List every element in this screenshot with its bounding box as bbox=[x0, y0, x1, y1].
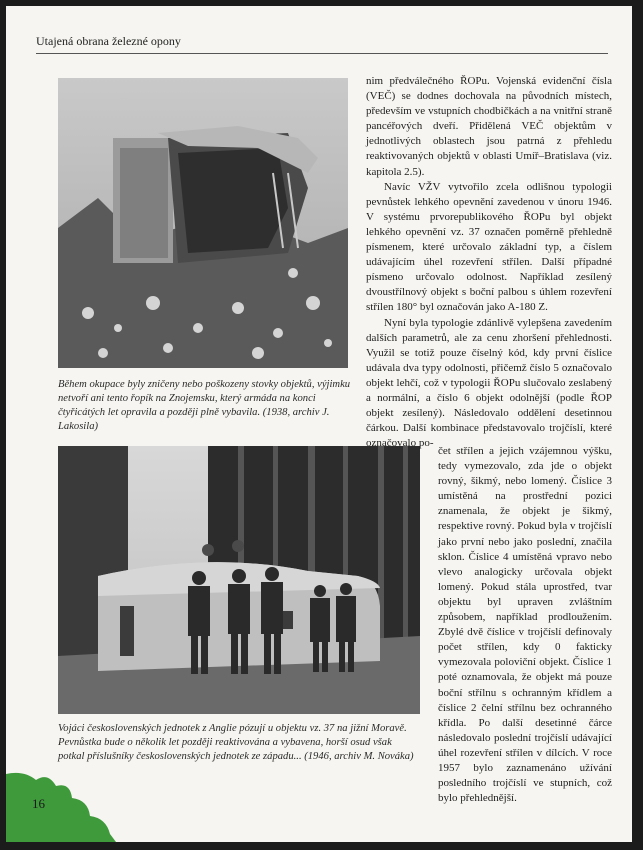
photo-soldiers-bunker bbox=[58, 446, 420, 714]
soldiers-bunker-image bbox=[58, 446, 420, 714]
running-header: Utajená obrana železné opony bbox=[36, 34, 181, 48]
bunker-ruins-image bbox=[58, 78, 348, 368]
page-number: 16 bbox=[32, 796, 45, 811]
green-corner-decoration bbox=[6, 770, 116, 842]
header-rule bbox=[36, 53, 608, 54]
figure-caption-2: Vojáci československých jednotek z Anglie pózují u objektu vz. 37 na jižní Moravě. Pevnůstka bude o několik let později reaktivována a vybavena, horší osud však potkal příslušníky československých jednotek ze západu... (1946, archiv M. Nováka) bbox=[58, 723, 414, 762]
text-column-a bbox=[366, 74, 612, 451]
photo-damaged-bunker bbox=[58, 78, 348, 368]
paragraph: Navíc VŽV vytvořilo zcela odlišnou typologii pevnůstek lehkého opevnění zavedenou v únoru 1946. V systému prvorepublikového ŘOPu byl objekt lehkého opevnění vz. 37 označen poměrně přehledně písmenem, které určovalo základní typ, a číslem udávajícím úhel rozevření střílen. Další případné písmeno určovalo odolnost. Například zesílený dvoustřílnový objekt s boční palbou s úhlem rozevření střílen 180° byl označován jako A-180 Z. bbox=[366, 180, 612, 314]
paragraph: Nyní byla typologie zdánlivě vylepšena zavedením dalších parametrů, ale za cenu zhoršení přehlednosti. Využil se totiž pouze číselný kód, kdy první číslice udávala dva typy odolnosti, přičemž číslo 5 označovalo objekt lehčí, což v typologii ŘOPu slučovalo zeslabený a normální, a číslo 6 objekt odolnější (podle ŘOP objekt zesílený). Následovalo oddělení desetinnou čárkou. Další kombinace představovalo trojčíslí, které označovalo po- bbox=[366, 316, 612, 450]
figure-caption-1: Během okupace byly zničeny nebo poškozeny stovky objektů, výjimku netvoří ani tento řopík na Znojemsku, který armáda na konci čtyřicátých let opravila a později plně vybavila. (1938, archiv J. Lakosila) bbox=[58, 379, 351, 432]
paragraph: nim předválečného ŘOPu. Vojenská evidenční čísla (VEČ) se dodnes dochovala na původních místech, především ve vstupních chodbičkách a na vnitřní straně pancéřových dveří. Přidělená VEČ objektům v jednotlivých oblastech jsou patrná z přehledu reaktivovaných objektů v oblasti Umíř–Bratislava (viz. kapitola 2.5). bbox=[366, 75, 612, 178]
text-column-b bbox=[438, 444, 612, 806]
book-page bbox=[6, 6, 632, 842]
paragraph: čet střílen a jejich vzájemnou výšku, tedy vymezovalo, zda jde o objekt rovný, šikmý, nebo lomený. Číslice 3 umístěná na prostřední pozici znamenala, že objekt je šikmý, respektive rovný. Pokud byla v trojčíslí jako první nebo jako poslední, značila sklon. Číslice 4 umístěná vpravo nebo vlevo analogicky určovala objekt lomený. Pokud stála uprostřed, tvar objektu byl upraven zvláštním způsobem, například prodloužením. Zbylé dvě číslice v trojčíslí definovaly počet střílen, kdy 0 fakticky vymezovala poloviční objekt. Číslice 1 poté oznamovala, že objekt má pouze boční střílnu s ochranným křídlem a číslice 2 čelní střílnu bez ochranného křídla. Po další desetinné čárce následovalo poslední trojčíslí udávající úhel rozevření střílen v dílcích. V roce 1957 bylo zaznamenáno užívání posledního trojčíslí ve stupních, což bylo přehlednější. bbox=[438, 445, 612, 805]
